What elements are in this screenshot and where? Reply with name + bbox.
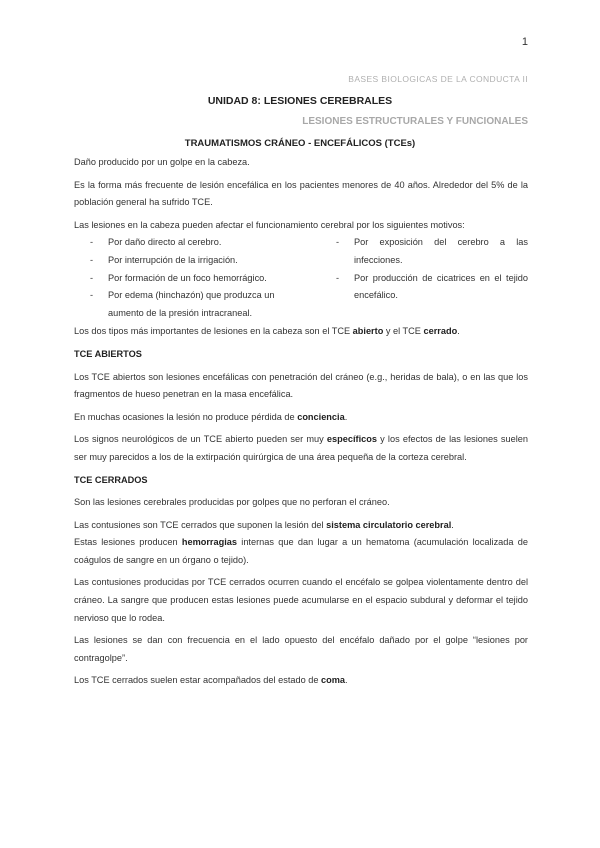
motives-left-column [74, 234, 295, 322]
list-item: - Por producción de cicatrices en el tejido encefálico. [336, 270, 528, 305]
section-heading-closed: TCE CERRADOS [74, 474, 148, 485]
unit-title: UNIDAD 8: LESIONES CEREBRALES [207, 95, 393, 107]
paragraph: Son las lesiones cerebrales producidas por golpes que no perforan el cráneo. [74, 497, 390, 508]
paragraph: En muchas ocasiones la lesión no produce pérdida de conciencia. [74, 411, 348, 422]
bold-term: conciencia [297, 411, 345, 422]
list-item: - Por exposición del cerebro a las infecciones. [336, 234, 528, 269]
list-item: - Por daño directo al cerebro. [90, 234, 295, 252]
intro-paragraph: Es la forma más frecuente de lesión encefálica en los pacientes menores de 40 años. Alrededor del 5% de la población general ha sufrido TCE. [74, 179, 528, 208]
subject-header: BASES BIOLOGICAS DE LA CONDUCTA II [348, 74, 528, 84]
paragraph: Las contusiones son TCE cerrados que suponen la lesión del sistema circulatorio cerebral. [74, 519, 454, 530]
subsection-title: LESIONES ESTRUCTURALES Y FUNCIONALES [302, 116, 528, 127]
document-body [74, 154, 528, 695]
bold-term: hemorragias [181, 537, 237, 548]
bold-term: cerrado [423, 326, 458, 337]
bold-term: coma [321, 675, 346, 686]
list-item: - Por interrupción de la irrigación. [90, 252, 295, 270]
section-heading-open: TCE ABIERTOS [74, 348, 142, 359]
paragraph: Los TCE abiertos son lesiones encefálicas con penetración del cráneo (e.g., heridas de bala), o en las que los fragmentos de hueso penetran en la masa encefálica. [74, 371, 528, 400]
page-number: 1 [521, 36, 528, 48]
list-item: - Por edema (hinchazón) que produzca un aumento de la presión intracraneal. [90, 287, 295, 322]
motives-right-column [336, 234, 528, 322]
paragraph: Las lesiones se dan con frecuencia en el lado opuesto del encéfalo dañado por el golpe “lesiones por contragolpe”. [74, 635, 528, 663]
types-paragraph: Los dos tipos más importantes de lesiones en la cabeza son el TCE abierto y el TCE cerrado. [74, 326, 460, 337]
bold-term: sistema circulatorio cerebral [326, 519, 452, 530]
intro-paragraph: Daño producido por un golpe en la cabeza. [74, 157, 250, 167]
document-title: TRAUMATISMOS CRÁNEO - ENCEFÁLICOS (TCEs) [184, 138, 416, 149]
paragraph: Los TCE cerrados suelen estar acompañados del estado de coma. [74, 675, 348, 686]
motives-list [74, 234, 528, 322]
list-item: - Por formación de un foco hemorrágico. [90, 270, 295, 288]
paragraph: Estas lesiones producen hemorragias internas que dan lugar a un hematoma (acumulación localizada de coágulos de sangre en un órgano o tejido). [74, 537, 529, 565]
paragraph: Las contusiones producidas por TCE cerrados ocurren cuando el encéfalo se golpea violentamente dentro del cráneo. La sangre que producen estas lesiones puede acumularse en el espacio subdural y deformar el tejido nervioso que lo rodea. [74, 577, 528, 623]
bold-term: abierto [352, 326, 384, 337]
bold-term: específicos [326, 434, 377, 445]
paragraph: Los signos neurológicos de un TCE abierto pueden ser muy específicos y los efectos de las lesiones suelen ser muy parecidos a los de la extirpación quirúrgica de una área pequeña de la corteza cerebral. [74, 434, 528, 462]
intro-paragraph: Las lesiones en la cabeza pueden afectar el funcionamiento cerebral por los siguientes motivos: [74, 219, 465, 230]
